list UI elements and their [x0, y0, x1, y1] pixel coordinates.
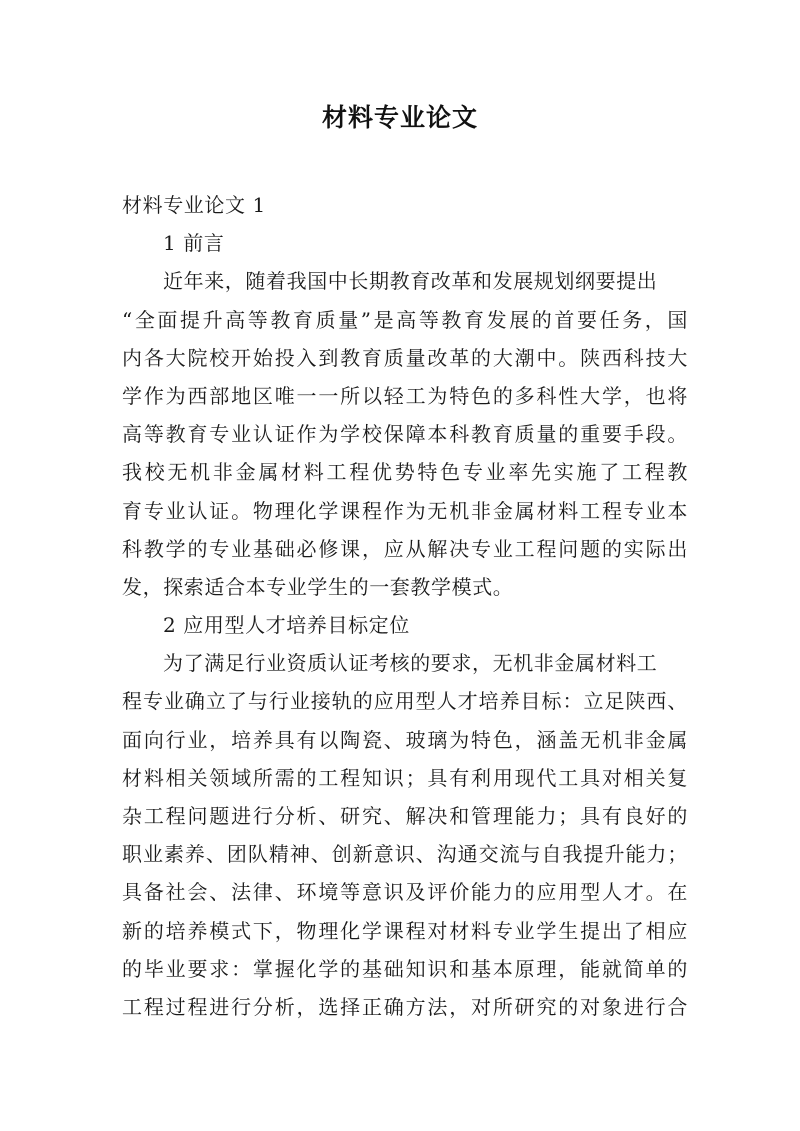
paragraph-line: 面向行业，培养具有以陶瓷、玻璃为特色，涵盖无机非金属 [122, 727, 688, 752]
paragraph-line: 内各大院校开始投入到教育质量改革的大潮中。陕西科技大 [122, 345, 688, 370]
paragraph-line: 程专业确立了与行业接轨的应用型人才培养目标：立足陕西、 [122, 689, 688, 714]
paragraph-line: 新的培养模式下，物理化学课程对材料专业学生提出了相应 [122, 918, 688, 943]
paragraph-line: 具备社会、法律、环境等意识及评价能力的应用型人才。在 [122, 880, 688, 905]
paragraph-line: 发，探索适合本专业学生的一套教学模式。 [122, 574, 514, 599]
paragraph-line: 学作为西部地区唯一一所以轻工为特色的多科性大学，也将 [122, 383, 688, 408]
document-body [122, 186, 688, 1026]
paragraph-line: 高等教育专业认证作为学校保障本科教育质量的重要手段。 [122, 422, 688, 447]
section-heading-preface: 1 前言 [163, 231, 225, 256]
paragraph-line: 近年来，随着我国中长期教育改革和发展规划纲要提出 [163, 269, 658, 294]
document-title: 材料专业论文 [321, 103, 478, 132]
section-heading-talent-goals: 2 应用型人才培养目标定位 [163, 613, 410, 638]
paragraph-line: 为了满足行业资质认证考核的要求，无机非金属材料工 [163, 651, 658, 676]
paragraph-line: “全面提升高等教育质量”是高等教育发展的首要任务，国 [122, 307, 688, 332]
paragraph-line: 我校无机非金属材料工程优势特色专业率先实施了工程教 [122, 460, 688, 485]
paragraph-line: 职业素养、团队精神、创新意识、沟通交流与自我提升能力； [122, 842, 688, 867]
paragraph-line: 科教学的专业基础必修课，应从解决专业工程问题的实际出 [122, 536, 688, 561]
paragraph-line: 的毕业要求：掌握化学的基础知识和基本原理，能就简单的 [122, 956, 688, 981]
paragraph-line: 杂工程问题进行分析、研究、解决和管理能力；具有良好的 [122, 804, 688, 828]
paragraph-line: 育专业认证。物理化学课程作为无机非金属材料工程专业本 [122, 498, 688, 523]
article-subtitle: 材料专业论文 1 [122, 193, 266, 217]
paragraph-line: 工程过程进行分析，选择正确方法，对所研究的对象进行合 [122, 994, 688, 1019]
paragraph-line: 材料相关领域所需的工程知识；具有利用现代工具对相关复 [122, 765, 688, 790]
